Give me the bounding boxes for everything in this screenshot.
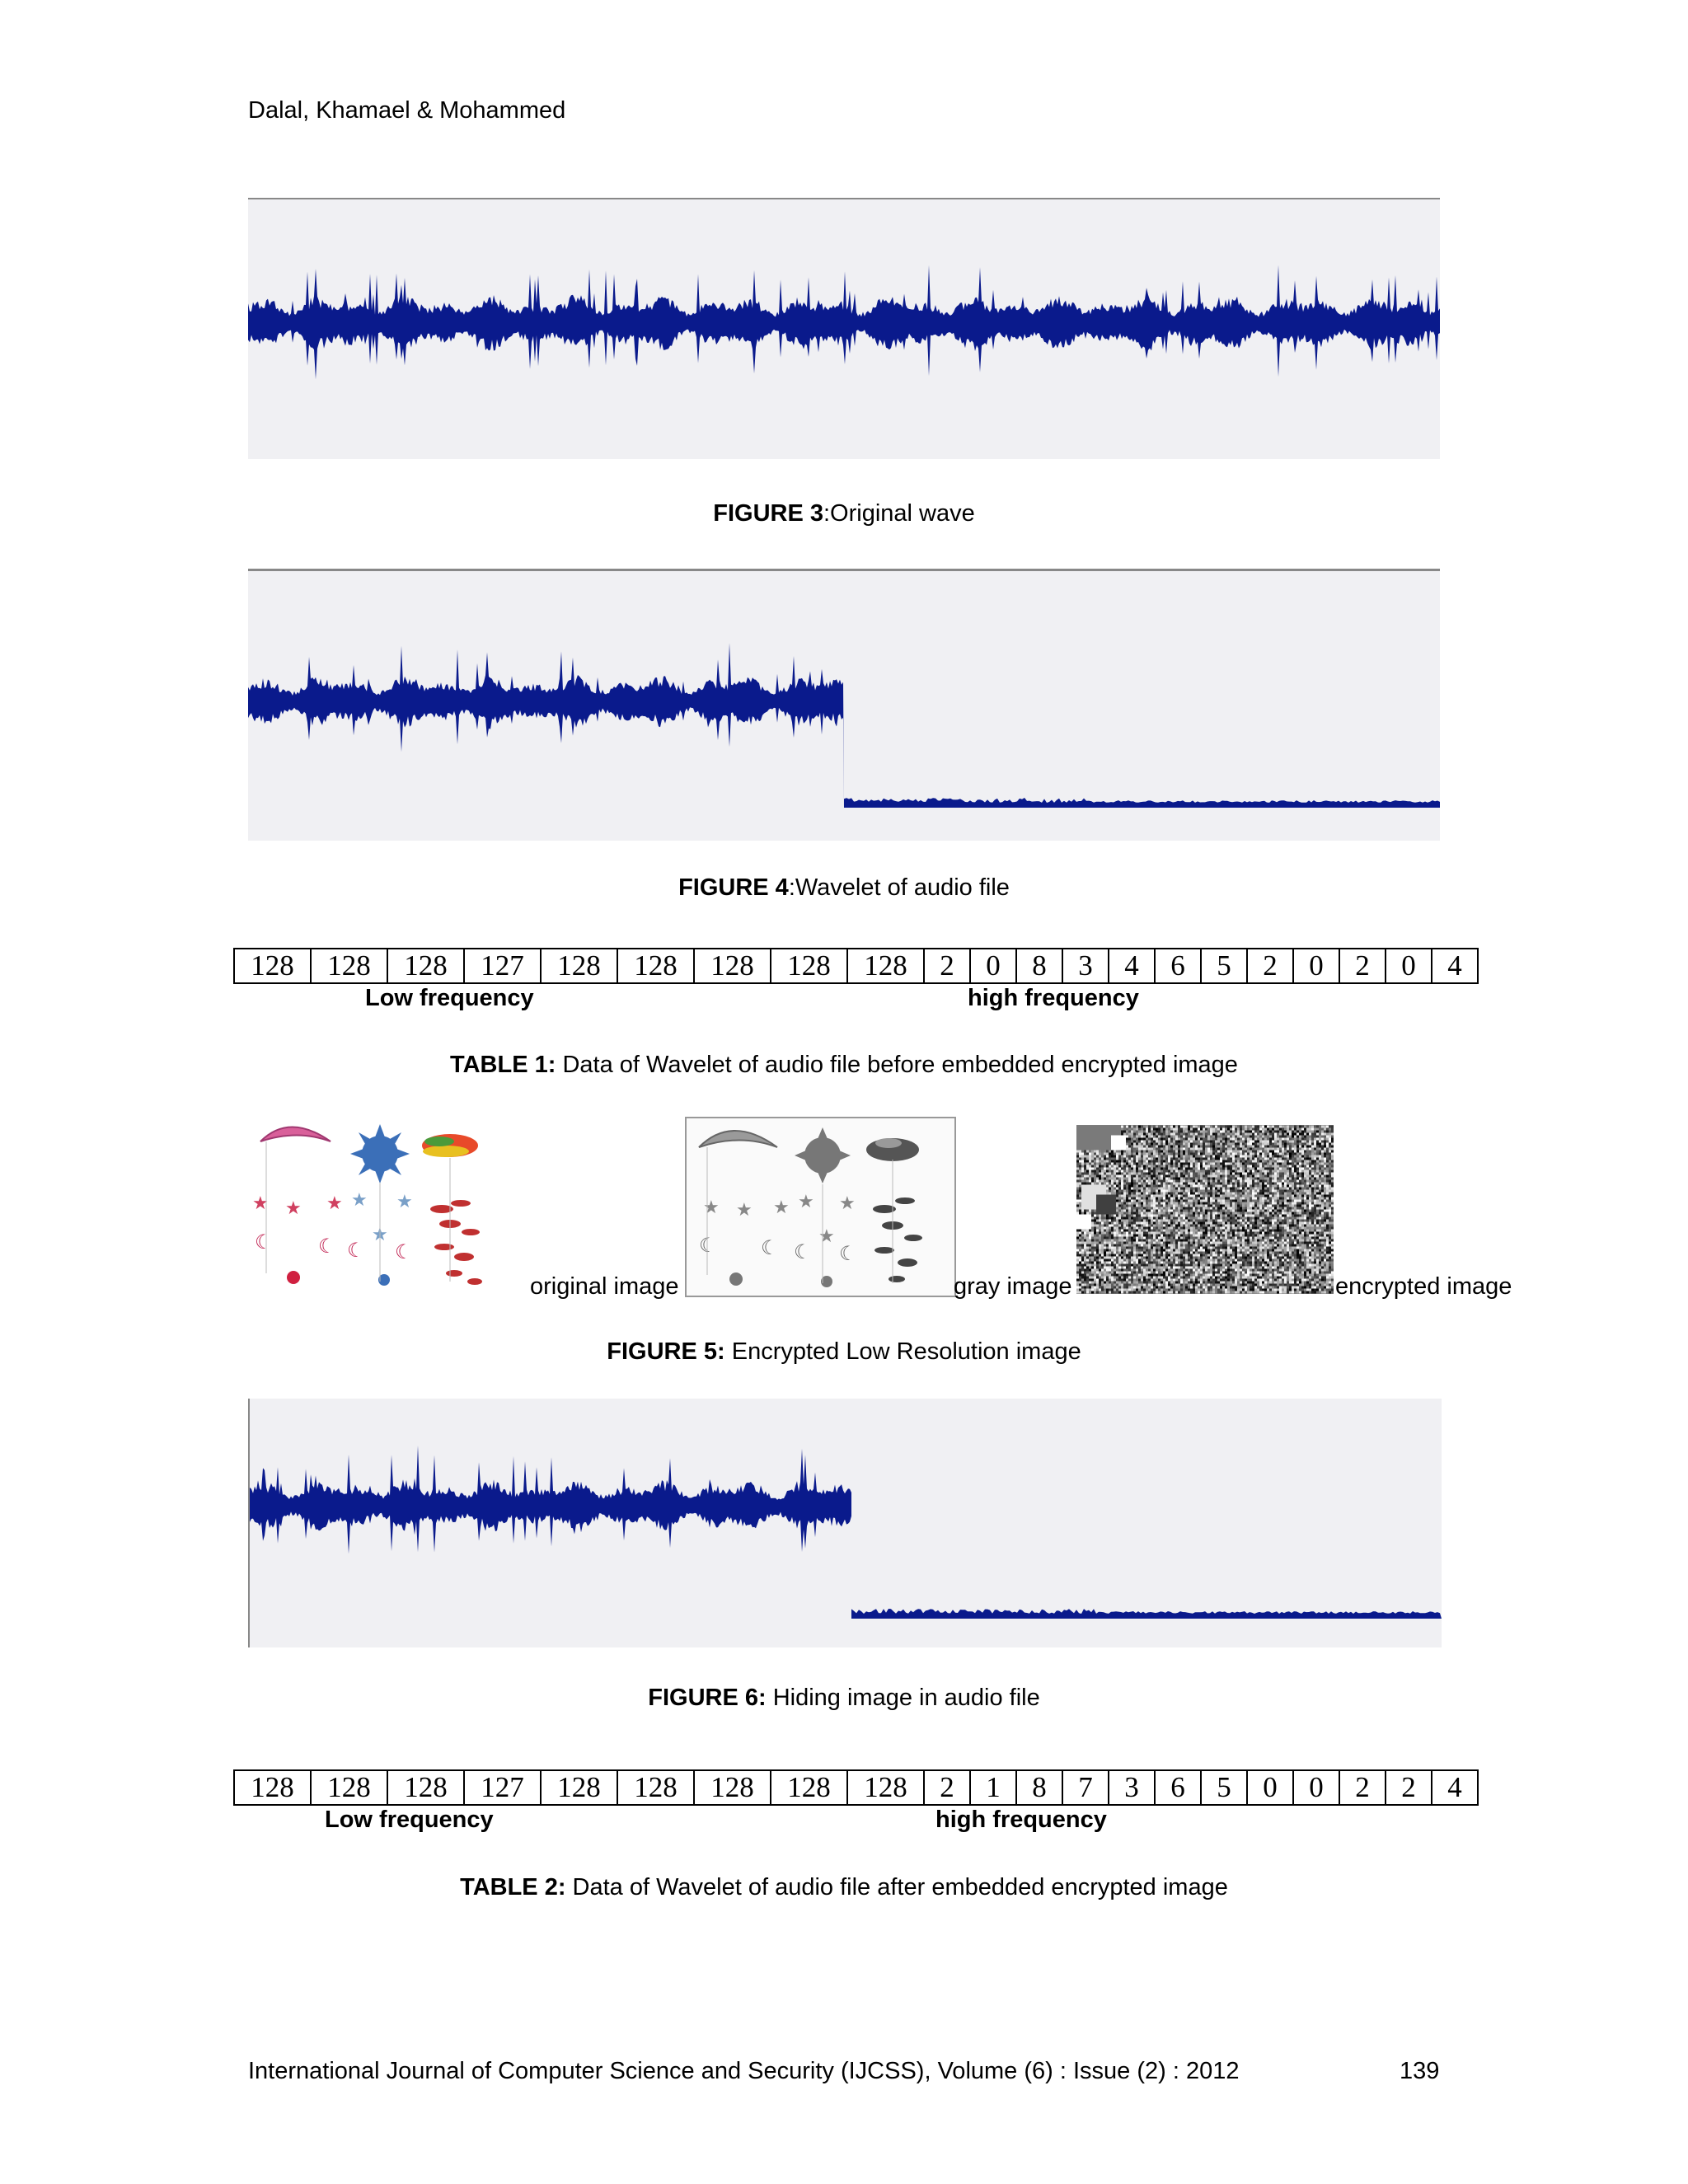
svg-text:★: ★ — [798, 1192, 814, 1212]
svg-text:★: ★ — [285, 1198, 302, 1219]
table2-cell: 5 — [1201, 1770, 1247, 1805]
table1-cell: 128 — [617, 949, 694, 983]
table1 — [233, 948, 1479, 984]
svg-text:☾: ☾ — [794, 1240, 812, 1263]
table2-cell: 128 — [694, 1770, 771, 1805]
gray-mobile-picture — [687, 1118, 954, 1296]
table2-cell: 2 — [924, 1770, 970, 1805]
table2-high-label: high frequency — [935, 1807, 1107, 1833]
table1-cell: 4 — [1432, 949, 1478, 983]
svg-text:★: ★ — [773, 1197, 790, 1218]
table1-cell: 128 — [847, 949, 924, 983]
figure5-caption — [0, 1338, 1688, 1366]
table2-low-label: Low frequency — [325, 1807, 494, 1833]
table2 — [233, 1769, 1479, 1806]
table1-caption — [0, 1052, 1688, 1079]
table1-cell: 4 — [1109, 949, 1155, 983]
table2-cell: 2 — [1339, 1770, 1386, 1805]
encrypted-image — [1076, 1125, 1334, 1294]
table2-cell: 4 — [1432, 1770, 1478, 1805]
table2-cell: 128 — [311, 1770, 387, 1805]
table2-cell: 8 — [1016, 1770, 1062, 1805]
table2-cell: 128 — [771, 1770, 847, 1805]
original-image-label: original image — [530, 1273, 679, 1300]
table2-cell: 128 — [541, 1770, 617, 1805]
table1-cell: 128 — [694, 949, 771, 983]
svg-text:★: ★ — [703, 1197, 720, 1218]
table1-cell: 128 — [387, 949, 464, 983]
encrypted-noise-picture — [1076, 1125, 1334, 1294]
svg-text:★: ★ — [839, 1193, 856, 1214]
figure4-caption — [0, 874, 1688, 902]
table1-cell: 0 — [1386, 949, 1432, 983]
figure4-label: FIGURE 4 — [678, 874, 789, 901]
table1-cell: 5 — [1201, 949, 1247, 983]
table2-cell: 127 — [464, 1770, 541, 1805]
table1-low-label: Low frequency — [365, 985, 534, 1011]
table2-caption-text: Data of Wavelet of audio file after embedded encrypted image — [565, 1874, 1228, 1900]
figure6-caption — [0, 1685, 1688, 1712]
figure3-plot — [248, 198, 1440, 459]
svg-text:☾: ☾ — [699, 1234, 717, 1257]
table2-cell: 7 — [1062, 1770, 1109, 1805]
figure3-caption — [0, 500, 1688, 527]
table2-cell: 128 — [234, 1770, 311, 1805]
table2-caption-label: TABLE 2: — [460, 1874, 566, 1900]
svg-text:☾: ☾ — [839, 1242, 857, 1265]
table1-cell: 2 — [1247, 949, 1293, 983]
encrypted-image-label: encrypted image — [1335, 1273, 1512, 1300]
table1-cell: 128 — [234, 949, 311, 983]
figure4-text: :Wavelet of audio file — [788, 874, 1010, 901]
table2-cell: 3 — [1109, 1770, 1155, 1805]
table1-cell: 128 — [311, 949, 387, 983]
svg-text:☾: ☾ — [395, 1240, 413, 1263]
figure6-plot — [248, 1399, 1442, 1647]
table2-cell: 0 — [1247, 1770, 1293, 1805]
table1-cell: 3 — [1062, 949, 1109, 983]
table1-caption-text: Data of Wavelet of audio file before embedded encrypted image — [556, 1052, 1238, 1078]
table1-high-label: high frequency — [968, 985, 1139, 1011]
figure3-waveform — [248, 199, 1440, 459]
svg-text:★: ★ — [396, 1192, 413, 1212]
table1-caption-label: TABLE 1: — [450, 1052, 556, 1078]
figure4-plot — [248, 569, 1440, 841]
figure3-label: FIGURE 3 — [713, 500, 823, 527]
table1-cell: 8 — [1016, 949, 1062, 983]
svg-text:★: ★ — [252, 1193, 269, 1214]
figure3-text: :Original wave — [823, 500, 975, 527]
figure5-label: FIGURE 5: — [607, 1338, 725, 1365]
svg-text:☾: ☾ — [255, 1230, 273, 1254]
svg-text:☾: ☾ — [347, 1239, 365, 1262]
figure6-waveform — [250, 1399, 1442, 1647]
svg-text:★: ★ — [372, 1225, 388, 1245]
table1-cell: 2 — [1339, 949, 1386, 983]
table2-cell: 6 — [1155, 1770, 1201, 1805]
table1-row — [234, 949, 1478, 983]
table1-cell: 128 — [541, 949, 617, 983]
svg-text:★: ★ — [326, 1193, 343, 1214]
table1-cell: 6 — [1155, 949, 1201, 983]
table2-cell: 1 — [970, 1770, 1016, 1805]
svg-text:☾: ☾ — [761, 1236, 779, 1259]
table2-caption — [0, 1874, 1688, 1901]
table1-cell: 127 — [464, 949, 541, 983]
table1-cell: 2 — [924, 949, 970, 983]
table1-cell: 128 — [771, 949, 847, 983]
original-image — [248, 1117, 528, 1294]
table2-row — [234, 1770, 1478, 1805]
svg-text:★: ★ — [736, 1200, 753, 1221]
gray-image-label: gray image — [954, 1273, 1072, 1300]
running-header: Dalal, Khamael & Mohammed — [248, 97, 566, 124]
table2-cell: 2 — [1386, 1770, 1432, 1805]
svg-text:★: ★ — [351, 1190, 368, 1211]
footer-page-number: 139 — [1400, 2058, 1440, 2084]
table2-cell: 128 — [617, 1770, 694, 1805]
table1-cell: 0 — [1293, 949, 1339, 983]
svg-text:★: ★ — [818, 1226, 835, 1247]
gray-image — [685, 1117, 956, 1297]
svg-text:☾: ☾ — [318, 1235, 336, 1258]
figure4-waveform — [248, 571, 1440, 841]
table2-cell: 0 — [1293, 1770, 1339, 1805]
footer-journal: International Journal of Computer Science and Security (IJCSS), Volume (6) : Issue (2) : 2012 — [248, 2058, 1240, 2084]
table1-cell: 0 — [970, 949, 1016, 983]
table2-cell: 128 — [387, 1770, 464, 1805]
original-mobile-picture — [248, 1117, 528, 1294]
table2-cell: 128 — [847, 1770, 924, 1805]
figure6-text: Hiding image in audio file — [766, 1685, 1040, 1711]
figure5-text: Encrypted Low Resolution image — [724, 1338, 1081, 1365]
figure6-label: FIGURE 6: — [648, 1685, 767, 1711]
